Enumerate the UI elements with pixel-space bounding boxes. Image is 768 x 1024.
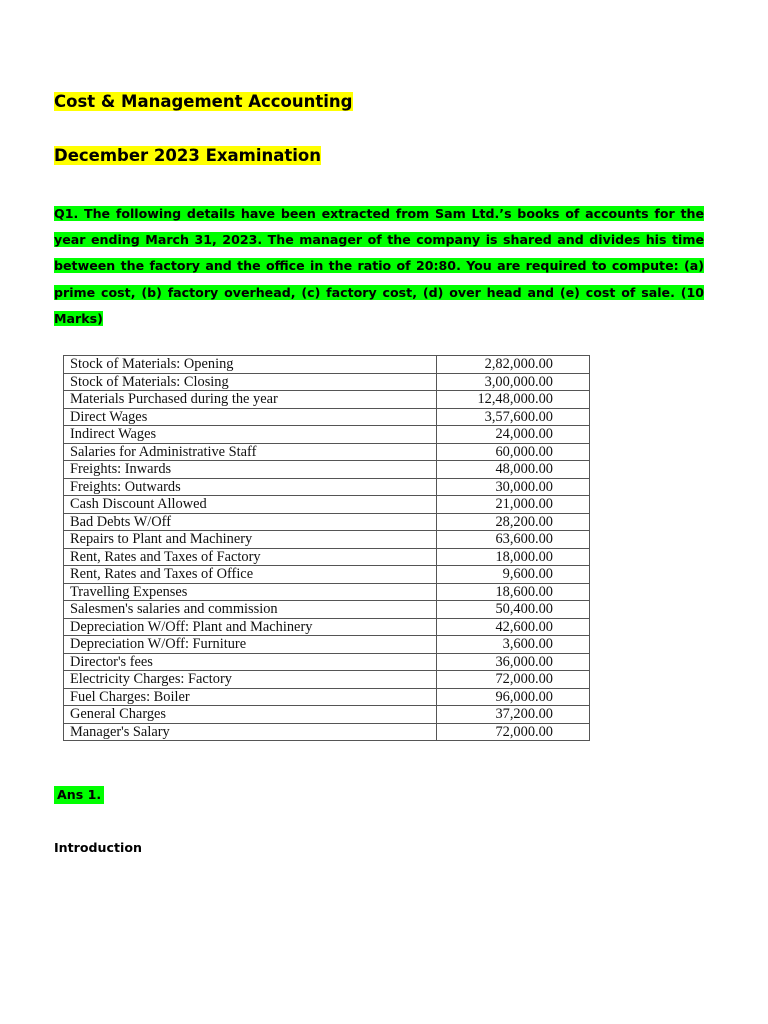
row-value: 28,200.00 xyxy=(437,513,590,531)
table-row xyxy=(64,408,590,426)
row-value: 37,200.00 xyxy=(437,706,590,724)
row-value: 12,48,000.00 xyxy=(437,391,590,409)
document-title-text: Cost & Management Accounting xyxy=(54,92,353,111)
row-value: 18,000.00 xyxy=(437,548,590,566)
row-label: Rent, Rates and Taxes of Office xyxy=(64,566,437,584)
table-row xyxy=(64,653,590,671)
data-table-container xyxy=(63,355,590,741)
introduction-heading: Introduction xyxy=(54,840,142,855)
table-row xyxy=(64,461,590,479)
table-row xyxy=(64,548,590,566)
table-row xyxy=(64,531,590,549)
row-label: Materials Purchased during the year xyxy=(64,391,437,409)
question-text: Q1. The following details have been extracted from Sam Ltd.’s books of accounts for the year ending March 31, 2023. The manager of the company is shared and divides his time between the factory and the office in the ratio of 20:80. You are required to compute: (a) prime cost, (b) factory overhead, (c) factory cost, (d) over head and (e) cost of sale. (10 Marks) xyxy=(54,206,704,326)
row-value: 42,600.00 xyxy=(437,618,590,636)
exam-subtitle-text: December 2023 Examination xyxy=(54,146,322,165)
table-row xyxy=(64,671,590,689)
table-row xyxy=(64,443,590,461)
table-row xyxy=(64,478,590,496)
row-value: 2,82,000.00 xyxy=(437,356,590,374)
row-label: Rent, Rates and Taxes of Factory xyxy=(64,548,437,566)
row-label: Electricity Charges: Factory xyxy=(64,671,437,689)
row-label: Indirect Wages xyxy=(64,426,437,444)
table-row xyxy=(64,566,590,584)
row-label: General Charges xyxy=(64,706,437,724)
row-value: 36,000.00 xyxy=(437,653,590,671)
document-title xyxy=(54,91,353,113)
table-row xyxy=(64,618,590,636)
row-label: Stock of Materials: Opening xyxy=(64,356,437,374)
row-value: 3,00,000.00 xyxy=(437,373,590,391)
row-value: 96,000.00 xyxy=(437,688,590,706)
row-label: Depreciation W/Off: Plant and Machinery xyxy=(64,618,437,636)
row-label: Direct Wages xyxy=(64,408,437,426)
table-row xyxy=(64,583,590,601)
table-row xyxy=(64,426,590,444)
row-value: 18,600.00 xyxy=(437,583,590,601)
row-label: Freights: Inwards xyxy=(64,461,437,479)
table-row xyxy=(64,601,590,619)
table-row xyxy=(64,688,590,706)
row-value: 3,57,600.00 xyxy=(437,408,590,426)
question-paragraph xyxy=(54,201,704,332)
table-row xyxy=(64,356,590,374)
table-row xyxy=(64,391,590,409)
row-value: 9,600.00 xyxy=(437,566,590,584)
cost-data-table-body xyxy=(64,356,590,741)
row-value: 21,000.00 xyxy=(437,496,590,514)
row-label: Manager's Salary xyxy=(64,723,437,741)
row-label: Salesmen's salaries and commission xyxy=(64,601,437,619)
row-value: 63,600.00 xyxy=(437,531,590,549)
row-value: 3,600.00 xyxy=(437,636,590,654)
cost-data-table xyxy=(63,355,590,741)
row-label: Depreciation W/Off: Furniture xyxy=(64,636,437,654)
row-label: Fuel Charges: Boiler xyxy=(64,688,437,706)
row-label: Stock of Materials: Closing xyxy=(64,373,437,391)
answer-label: Ans 1. xyxy=(54,786,104,804)
table-row xyxy=(64,636,590,654)
row-value: 50,400.00 xyxy=(437,601,590,619)
table-row xyxy=(64,513,590,531)
row-label: Salaries for Administrative Staff xyxy=(64,443,437,461)
row-value: 24,000.00 xyxy=(437,426,590,444)
row-value: 48,000.00 xyxy=(437,461,590,479)
table-row xyxy=(64,723,590,741)
row-value: 30,000.00 xyxy=(437,478,590,496)
row-label: Bad Debts W/Off xyxy=(64,513,437,531)
table-row xyxy=(64,496,590,514)
row-value: 72,000.00 xyxy=(437,723,590,741)
table-row xyxy=(64,373,590,391)
row-label: Cash Discount Allowed xyxy=(64,496,437,514)
row-value: 72,000.00 xyxy=(437,671,590,689)
table-row xyxy=(64,706,590,724)
row-label: Director's fees xyxy=(64,653,437,671)
row-value: 60,000.00 xyxy=(437,443,590,461)
row-label: Repairs to Plant and Machinery xyxy=(64,531,437,549)
row-label: Freights: Outwards xyxy=(64,478,437,496)
exam-subtitle xyxy=(54,145,321,167)
row-label: Travelling Expenses xyxy=(64,583,437,601)
